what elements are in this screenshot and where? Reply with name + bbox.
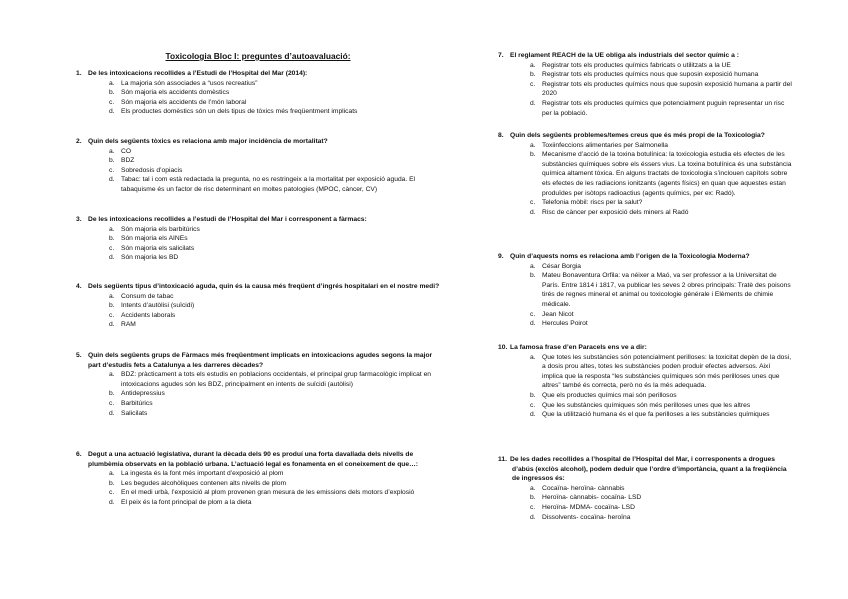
option-text: Són majoria els barbitúrics xyxy=(121,225,200,233)
option-text: Toxiinfeccions alimentaries per Salmonella xyxy=(542,141,669,149)
option-letter: a. xyxy=(530,141,536,149)
option-text: Risc de càncer per exposició dels miners al Radó xyxy=(542,208,689,216)
question-label: Quin dels següents tòxics es relaciona amb major incidència de mortalitat? xyxy=(88,138,328,145)
question-label: Quin dels següents grups de Fàrmacs més freqüentment implicats en intoxicacions agudes segons la major part d’estudis fets a Catalunya a les darreres dècades? xyxy=(88,352,433,369)
answer-option xyxy=(109,98,444,108)
answer-option xyxy=(109,147,444,157)
option-letter: a. xyxy=(109,470,115,478)
answer-option xyxy=(530,99,792,118)
option-letter: d. xyxy=(109,321,115,329)
option-text: RAM xyxy=(121,321,136,329)
question-text xyxy=(76,351,444,370)
option-text: Cocaïna- heroïna- cànnabis xyxy=(542,484,625,492)
option-text: Antidepressius xyxy=(121,390,165,398)
option-text: Heroïna- cànnabis- cocaïna- LSD xyxy=(542,494,642,502)
option-text: La majoria són associades a “usos recreatius” xyxy=(121,79,258,87)
question-label: Degut a una actuació legislativa, durant la dècada dels 90 es produí una forta davallada dels nivells de plumbèmia observats en la població urbana. L’actuació legal es fonamenta en el coneixement de que…: xyxy=(88,451,419,468)
option-letter: a. xyxy=(530,61,536,69)
answer-option xyxy=(109,166,444,176)
question-text xyxy=(76,69,444,79)
answer-option xyxy=(530,198,792,208)
question-3 xyxy=(72,215,444,263)
option-text: Registrar tots els productes químics nous que suposin exposició humana a partir del 2020 xyxy=(542,80,792,98)
question-text xyxy=(498,51,792,61)
option-text: Les begudes alcohòliques contenen alts nivells de plom xyxy=(121,479,287,487)
option-letter: d. xyxy=(109,409,115,417)
option-text: Registrar tots els productes químics que potencialment puguin representar un risc per la població. xyxy=(542,99,785,117)
answer-option xyxy=(530,80,792,99)
option-text: Els productes domèstics són un dels tipus de tòxics més freqüentment implicats xyxy=(121,108,358,116)
option-letter: d. xyxy=(530,99,536,107)
option-letter: b. xyxy=(109,390,115,398)
option-letter: a. xyxy=(109,225,115,233)
answer-option xyxy=(109,311,444,321)
option-letter: c. xyxy=(109,166,115,174)
answer-option xyxy=(109,399,444,409)
answer-option xyxy=(530,484,792,494)
right-column xyxy=(496,0,792,599)
option-letter: a. xyxy=(530,262,536,270)
option-text: Mateu Bonaventura Orfila: va néixer a Maó, va ser professor a la Universitat de París. Entre 1814 i 1817, va publicar les seves 2 obres principals: Tratè des poisons tirés de regnes mineral et animal ou toxicologie générale i Elèments de chimie médicale. xyxy=(542,272,791,308)
option-letter: d. xyxy=(109,108,115,116)
answer-option xyxy=(109,234,444,244)
question-number: 1. xyxy=(76,70,82,77)
option-text: Tabac: tal i com està redactada la pregunta, no es restringeix a la mortalitat per exposició aguda. El tabaquisme és un factor de risc determinant en moltes patologies (MPOC, càncer, CV) xyxy=(121,176,416,193)
answer-option xyxy=(109,79,444,89)
answer-option xyxy=(109,469,444,479)
answer-option xyxy=(109,244,444,254)
option-letter: d. xyxy=(109,254,115,262)
option-letter: b. xyxy=(530,272,536,280)
option-letter: a. xyxy=(530,353,536,361)
answer-option xyxy=(109,409,444,419)
option-letter: b. xyxy=(109,235,115,243)
option-text: Són majoria els accidents domèstics xyxy=(121,89,230,97)
answer-option xyxy=(109,320,444,330)
option-letter: c. xyxy=(530,503,536,511)
option-text: Que la utilització humana és el que fa perilloses a les substàncies químiques xyxy=(542,411,770,419)
answer-option xyxy=(109,253,444,263)
answer-option xyxy=(109,156,444,166)
option-letter: b. xyxy=(109,89,115,97)
question-number: 4. xyxy=(76,283,82,290)
question-2 xyxy=(72,137,444,195)
option-letter: d. xyxy=(530,513,536,521)
option-letter: b. xyxy=(530,494,536,502)
option-letter: c. xyxy=(530,199,536,207)
answer-option xyxy=(109,88,444,98)
option-text: El peix és la font principal de plom a la dieta xyxy=(121,498,252,506)
question-number: 6. xyxy=(76,451,82,458)
question-text xyxy=(76,282,444,292)
option-text: En el medi urbà, l’exposició al plom provenen gran mesura de les emissions dels motors d’explosió xyxy=(121,489,415,497)
answer-option xyxy=(530,503,792,513)
option-letter: a. xyxy=(530,484,536,492)
question-1 xyxy=(72,69,444,117)
option-text: Heroïna- MDMA- cocaïna- LSD xyxy=(542,503,635,511)
question-number: 2. xyxy=(76,138,82,145)
option-letter: b. xyxy=(530,391,536,399)
option-letter: a. xyxy=(109,371,115,379)
answer-option xyxy=(109,479,444,489)
answer-option xyxy=(530,208,792,218)
question-text xyxy=(76,450,444,469)
answer-option xyxy=(530,493,792,503)
question-6 xyxy=(72,450,444,508)
left-column xyxy=(72,0,444,599)
question-label: De les intoxicacions recollides a l’estudi de l’Hospital del Mar i corresponent a fàrmacs: xyxy=(88,216,367,223)
option-letter: d. xyxy=(530,320,536,328)
question-number: 7. xyxy=(498,52,504,59)
question-label: Dels següents tipus d’intoxicació aguda, quin és la causa més freqüent d’ingrés hospitalari en el nostre medi? xyxy=(88,283,440,290)
question-number: 8. xyxy=(498,132,504,139)
option-text: Telefonia mòbil: riscs per la salut? xyxy=(542,199,643,207)
answer-option xyxy=(530,150,792,198)
question-label: El reglament REACH de la UE obliga als industrials del sector químic a : xyxy=(510,52,739,59)
answer-option xyxy=(530,61,792,71)
option-text: Mecanisme d’acció de la toxina botulínica: la toxicologia estudia els efectes de les substàncies químiques sobre els éssers vius. La toxina botulínica és una substància química altament tòxica. En alguns tractats de toxicologia s’inclouen capítols sobre els efectes de les radiacions ionitzants (agents físics) en quan que aquestes estan produïdes per isòtops radioactius (agents químics, per ex: Radó). xyxy=(542,151,792,197)
answer-option xyxy=(109,301,444,311)
answer-option xyxy=(109,370,444,389)
question-number: 9. xyxy=(498,253,504,260)
option-text: Jean Nicot xyxy=(542,310,574,318)
option-letter: b. xyxy=(109,479,115,487)
question-label: La famosa frase d’en Paracels ens ve a dir: xyxy=(510,344,647,351)
question-text xyxy=(498,343,792,353)
option-text: Que totes les substàncies són potencialment perilloses: la toxicitat depèn de la dosi, a dosis prou altes, totes les substàncies poden produir efectes adversos. Així implica que la resposta “les substàncies químiques són més perilloses unes que altres” també és correcta, però no és la més adequada. xyxy=(542,353,792,390)
question-text xyxy=(498,455,792,484)
question-number: 5. xyxy=(76,352,82,359)
option-letter: a. xyxy=(109,147,115,155)
answer-option xyxy=(530,513,792,523)
option-letter: d. xyxy=(109,176,115,184)
question-number: 11. xyxy=(498,456,507,463)
option-text: Que les substàncies químiques són més perilloses unes que les altres xyxy=(542,401,751,409)
question-number: 10. xyxy=(498,344,508,351)
option-text: César Borgia xyxy=(542,262,582,270)
answer-option xyxy=(530,271,792,309)
option-letter: b. xyxy=(530,71,536,79)
answer-option xyxy=(530,391,792,401)
option-letter: c. xyxy=(530,401,536,409)
option-letter: a. xyxy=(109,79,115,87)
answer-option xyxy=(109,107,444,117)
answer-option xyxy=(109,292,444,302)
option-letter: c. xyxy=(530,80,536,88)
option-text: Hercules Poirot xyxy=(542,320,588,328)
answer-option xyxy=(530,353,792,391)
option-text: BDZ: pràcticament a tots els estudis en poblacions occidentals, el principal grup farmacològic implicat en intoxicacions agudes són les BDZ, principalment en intents de suïcidi (autòlisi) xyxy=(121,371,432,388)
question-label: De les dades recollides a l’hospital de l’Hospital del Mar, i corresponents a drogues d’abús (exclòs alcohol), podem deduir que l’ordre d’importància, quant a la freqüència de ingressos és: xyxy=(510,456,787,483)
question-text xyxy=(498,252,792,262)
answer-option xyxy=(530,410,792,420)
option-text: Accidents laborals xyxy=(121,311,176,319)
question-8 xyxy=(496,131,792,217)
option-text: Són majoria els accidents de l’món laboral xyxy=(121,98,247,106)
question-number: 3. xyxy=(76,216,82,223)
question-text xyxy=(76,215,444,225)
option-letter: b. xyxy=(109,157,115,165)
option-text: Són majoria les BD xyxy=(121,254,179,262)
option-letter: c. xyxy=(109,311,115,319)
question-10 xyxy=(496,343,792,420)
option-letter: c. xyxy=(109,244,115,252)
option-text: Barbitúrics xyxy=(121,399,153,407)
answer-option xyxy=(109,498,444,508)
option-text: BDZ xyxy=(121,157,135,165)
answer-option xyxy=(530,70,792,80)
option-letter: b. xyxy=(530,151,536,159)
question-7 xyxy=(496,51,792,118)
answer-option xyxy=(109,488,444,498)
option-letter: c. xyxy=(109,98,115,106)
option-text: Sobredosis d’opiacis xyxy=(121,166,183,174)
option-letter: c. xyxy=(109,399,115,407)
question-text xyxy=(76,137,444,147)
question-label: De les intoxicacions recollides a l’Estudi de l’Hospital del Mar (2014): xyxy=(88,70,308,77)
answer-option xyxy=(109,225,444,235)
option-text: CO xyxy=(121,147,132,155)
option-letter: c. xyxy=(530,310,536,318)
question-text xyxy=(498,131,792,141)
option-letter: a. xyxy=(109,292,115,300)
option-text: Intents d’autòlisi (suïcidi) xyxy=(121,302,195,310)
option-letter: d. xyxy=(109,498,115,506)
option-text: Salicilats xyxy=(121,409,148,417)
answer-option xyxy=(109,175,444,194)
option-letter: c. xyxy=(109,489,115,497)
answer-option xyxy=(530,310,792,320)
question-9 xyxy=(496,252,792,329)
option-text: Registrar tots els productes químics nous que suposin exposició humana xyxy=(542,71,759,79)
option-text: Que els productes químics mai són perillosos xyxy=(542,391,677,399)
answer-option xyxy=(109,389,444,399)
answer-option xyxy=(530,319,792,329)
option-text: Consum de tabac xyxy=(121,292,174,300)
answer-option xyxy=(530,262,792,272)
answer-option xyxy=(530,141,792,151)
option-letter: d. xyxy=(530,411,536,419)
answer-option xyxy=(530,401,792,411)
option-letter: d. xyxy=(530,208,536,216)
question-11 xyxy=(496,455,792,522)
question-4 xyxy=(72,282,444,330)
option-text: Són majoria els salicilats xyxy=(121,244,195,252)
option-text: Dissolvents- cocaïna- heroïna xyxy=(542,513,631,521)
option-text: Registrar tots els productes químics fabricats o utilitzats a la UE xyxy=(542,61,731,69)
question-5 xyxy=(72,351,444,418)
option-text: La ingesta és la font més important d’exposició al plom xyxy=(121,470,284,478)
question-label: Quin d’aquests noms es relaciona amb l’origen de la Toxicologia Moderna? xyxy=(510,253,750,260)
option-letter: b. xyxy=(109,302,115,310)
option-text: Són majoria els AINEs xyxy=(121,235,188,243)
page-title: Toxicologia Bloc I: preguntes d’autoavaluació: xyxy=(165,51,351,61)
question-label: Quin dels següents problemes/temes creus que és més propi de la Toxicologia? xyxy=(510,132,765,139)
